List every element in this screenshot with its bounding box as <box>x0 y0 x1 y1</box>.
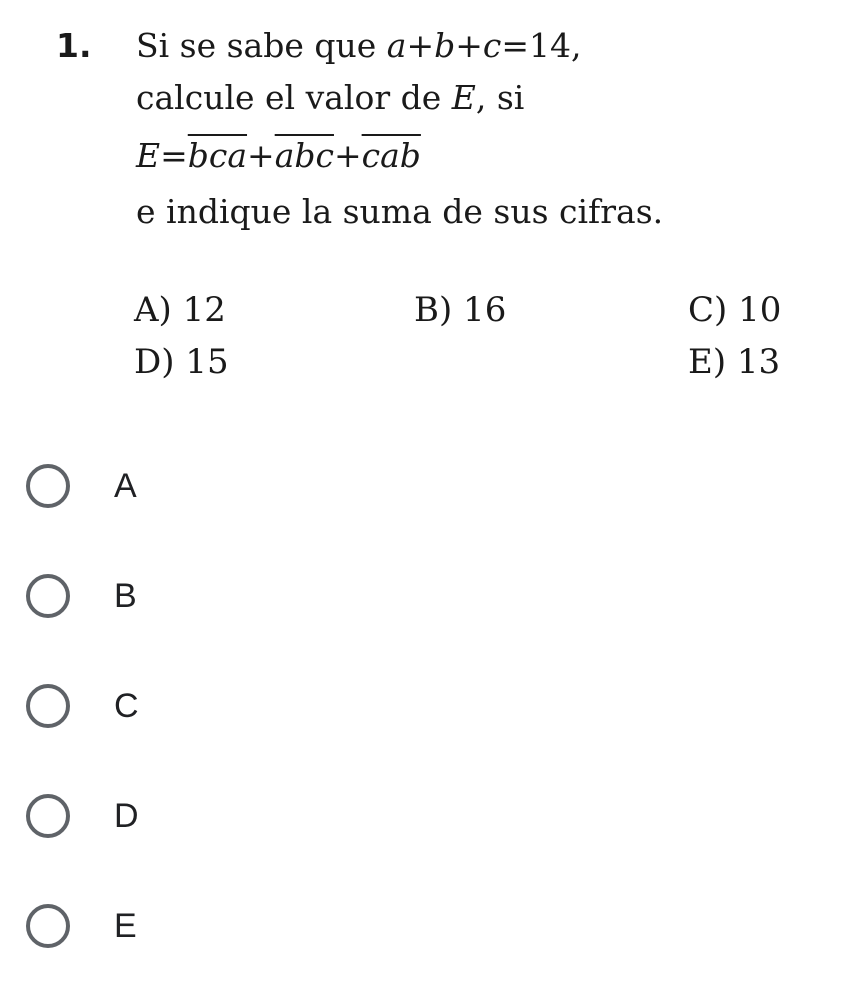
variable-e: E <box>451 78 476 117</box>
printed-option-d: D) 15 <box>134 342 229 382</box>
choice-b[interactable] <box>0 550 863 640</box>
radio-unselected-icon[interactable] <box>26 684 70 728</box>
choice-e[interactable] <box>0 880 863 970</box>
choice-d[interactable] <box>0 770 863 860</box>
choice-label: D <box>114 797 139 835</box>
overline-term-cab: $\overline{cab}$ <box>361 136 421 175</box>
question-line-1: Si se sabe que a+b+c=14, <box>136 26 582 65</box>
choice-c[interactable] <box>0 660 863 750</box>
choice-a[interactable] <box>0 440 863 530</box>
overline-term-bca: $\overline{bca}$ <box>187 136 248 175</box>
condition-expression: a+b+c=14 <box>386 26 572 65</box>
radio-unselected-icon[interactable] <box>26 464 70 508</box>
radio-unselected-icon[interactable] <box>26 904 70 948</box>
printed-option-e: E) 13 <box>688 342 781 382</box>
choice-label: A <box>114 467 137 505</box>
printed-option-a: A) 12 <box>134 290 226 330</box>
choice-label: C <box>114 687 139 725</box>
printed-option-b: B) 16 <box>414 290 507 330</box>
question-line-2: calcule el valor de E, si <box>136 78 525 117</box>
radio-unselected-icon[interactable] <box>26 794 70 838</box>
question-line-1-text: Si se sabe que <box>136 26 387 65</box>
equation-e: $E=\overline{bca}+\overline{abc}+\overline{cab}$ <box>136 136 421 175</box>
choice-label: B <box>114 577 137 615</box>
overline-term-abc: $\overline{abc}$ <box>274 136 334 175</box>
question-line-4: e indique la suma de sus cifras. <box>136 192 664 231</box>
printed-option-c: C) 10 <box>688 290 782 330</box>
question-image <box>0 0 863 400</box>
question-number: 1. <box>56 26 92 65</box>
radio-unselected-icon[interactable] <box>26 574 70 618</box>
choice-label: E <box>114 907 137 945</box>
